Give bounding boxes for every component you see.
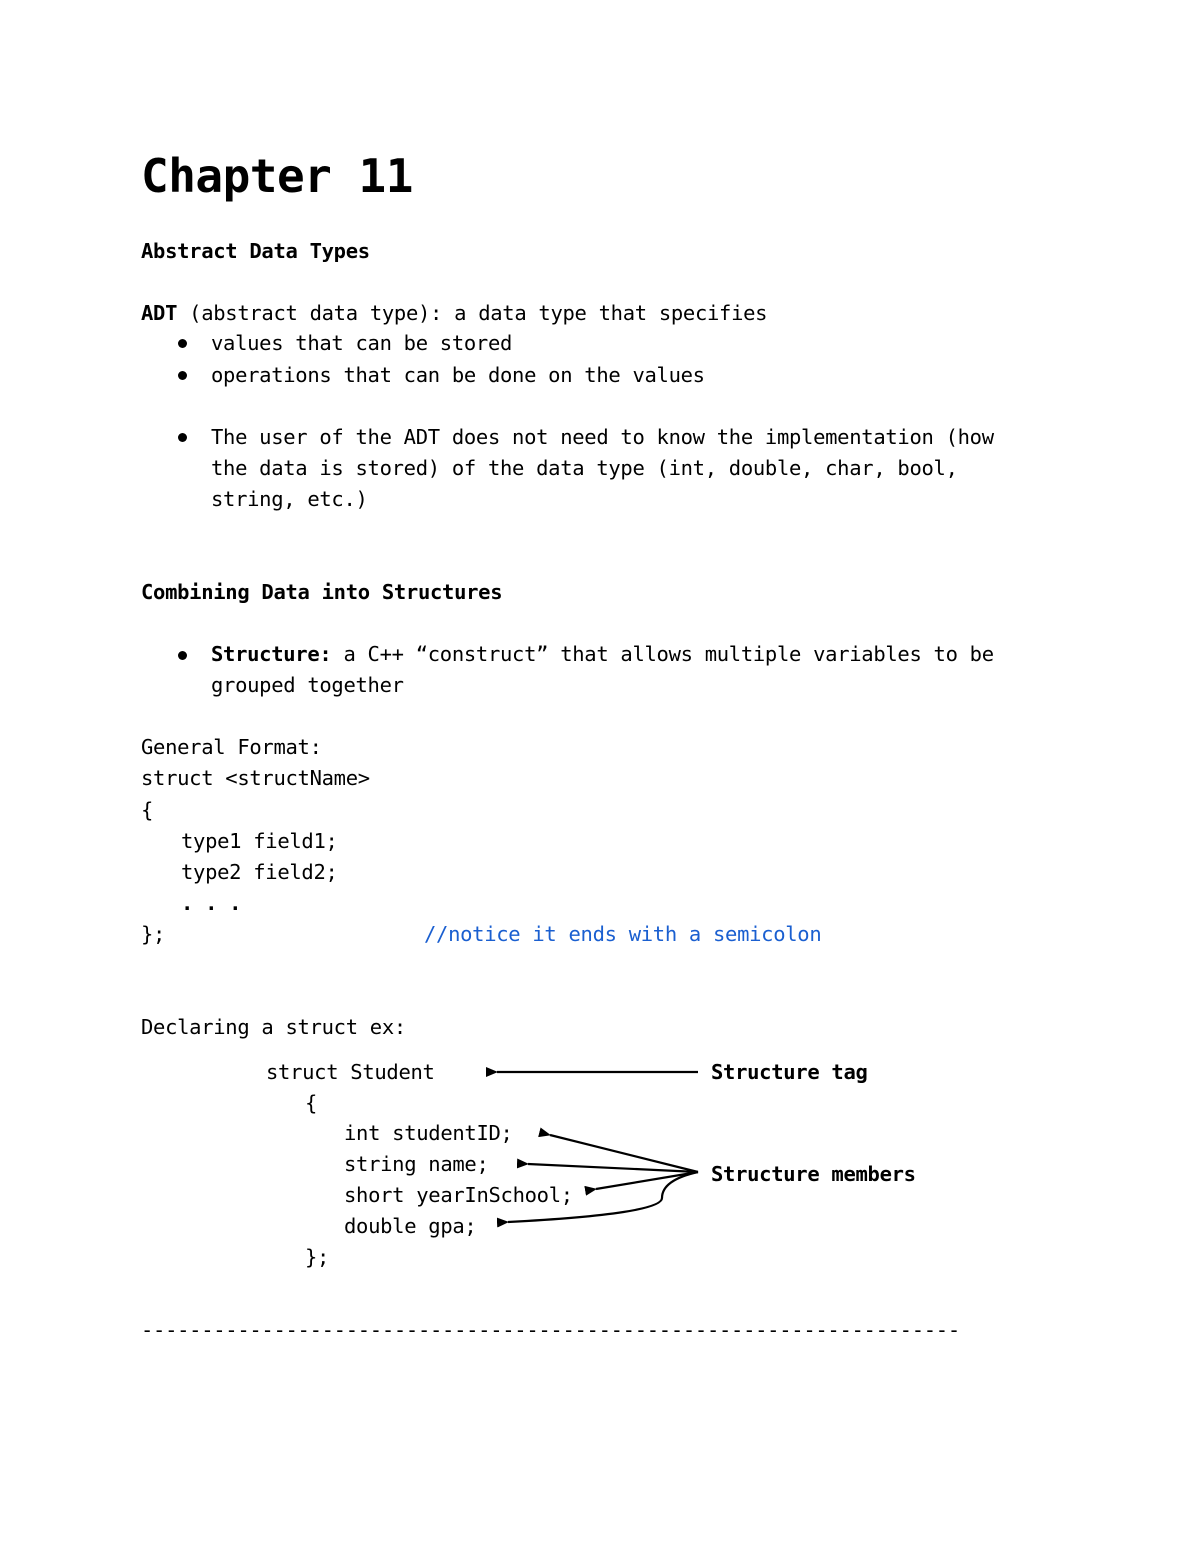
note-line: the data is stored) of the data type (int, double, char, bool, bbox=[211, 456, 958, 480]
bullet-icon bbox=[178, 339, 187, 348]
format-field2: type2 field2; bbox=[181, 860, 338, 884]
structure-definition-text: a C++ “construct” that allows multiple variables to be bbox=[331, 642, 994, 666]
struct-member: short yearInSchool; bbox=[344, 1183, 573, 1207]
note-line: string, etc.) bbox=[211, 487, 368, 511]
divider: -------------------------------------------------------------------- bbox=[141, 1318, 960, 1342]
format-field1: type1 field1; bbox=[181, 829, 338, 853]
struct-member: string name; bbox=[344, 1152, 489, 1176]
adt-definition-text: (abstract data type): a data type that specifies bbox=[177, 301, 768, 325]
adt-definition bbox=[141, 298, 767, 329]
format-ellipsis: . . . bbox=[181, 891, 242, 915]
structure-definition bbox=[211, 639, 994, 670]
format-comment: //notice it ends with a semicolon bbox=[424, 922, 822, 946]
format-open-brace: { bbox=[141, 798, 154, 822]
list-item: values that can be stored bbox=[211, 331, 513, 355]
bullet-icon bbox=[178, 433, 187, 442]
struct-member: double gpa; bbox=[344, 1214, 477, 1238]
member-arrow-yearinschool bbox=[596, 1172, 698, 1189]
struct-member: int studentID; bbox=[344, 1121, 513, 1145]
example-label: Declaring a struct ex: bbox=[141, 1015, 406, 1039]
structure-tag-label: Structure tag bbox=[711, 1060, 868, 1084]
section-heading-abstract-data-types: Abstract Data Types bbox=[141, 239, 370, 263]
note-line: The user of the ADT does not need to know the implementation (how bbox=[211, 425, 994, 449]
struct-open-brace: { bbox=[305, 1091, 318, 1115]
section-heading-combining-data: Combining Data into Structures bbox=[141, 580, 503, 604]
member-arrow-studentid bbox=[550, 1135, 698, 1172]
list-item: operations that can be done on the values bbox=[211, 363, 705, 387]
adt-term: ADT bbox=[141, 301, 178, 325]
structure-members-label: Structure members bbox=[711, 1162, 916, 1186]
struct-header: struct Student bbox=[266, 1060, 435, 1084]
structure-term: Structure: bbox=[211, 642, 332, 666]
structure-definition-line2: grouped together bbox=[211, 673, 404, 697]
page-title: Chapter 11 bbox=[141, 149, 413, 203]
member-arrow-name bbox=[528, 1164, 698, 1172]
bullet-icon bbox=[178, 651, 187, 660]
format-close: }; bbox=[141, 922, 166, 946]
bullet-icon bbox=[178, 371, 187, 380]
general-format-label: General Format: bbox=[141, 735, 322, 759]
struct-close: }; bbox=[305, 1245, 330, 1269]
format-header: struct <structName> bbox=[141, 766, 370, 790]
